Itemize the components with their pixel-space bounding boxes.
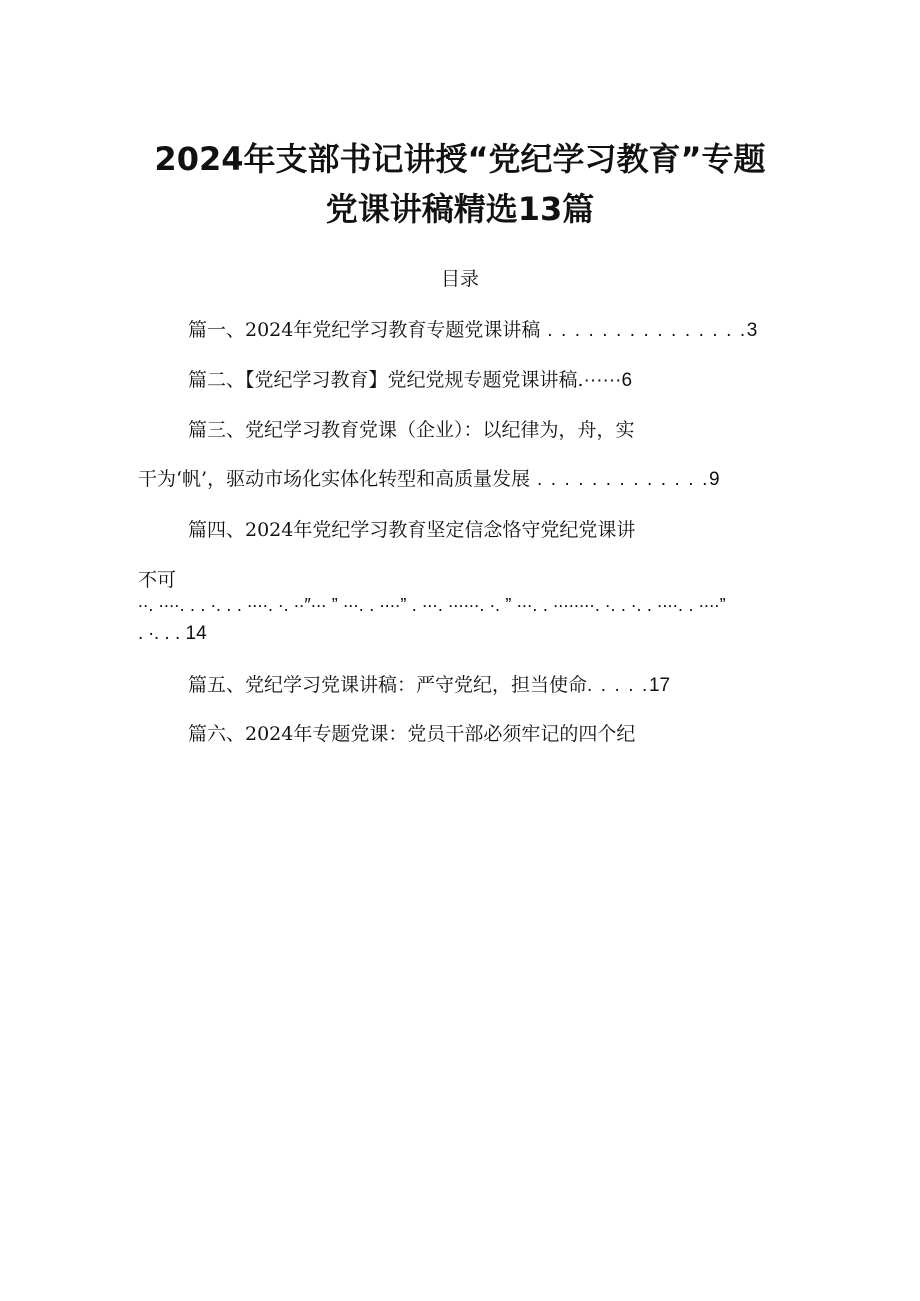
toc-entry-4-garbled-leader: ∙∙. ∙∙∙∙. . . ∙. . . ∙∙∙∙. ∙. ∙∙″∙∙∙ ” ∙∙∙. . ∙∙∙∙” . ∙∙∙. ∙∙∙∙∙∙. ∙. ” ∙∙∙. . ∙∙∙∙∙∙∙∙. ∙. . ∙. . ∙∙∙∙. . ∙∙∙∙” (138, 595, 726, 615)
toc-entry-3-line-1: 篇三、党纪学习教育党课（企业）：以纪律为，舟，实 (188, 419, 635, 441)
toc-heading: 目录 (440, 268, 479, 290)
toc-entry-4-page: 14 (185, 623, 207, 644)
toc-entry-5-page: 17 (648, 675, 671, 696)
toc-entry-3-line-2 (138, 470, 720, 489)
toc-entry-4-line-2: 不可 (138, 569, 177, 591)
toc-entry-5[interactable] (188, 676, 670, 695)
toc-entry-5-text: 篇五、党纪学习党课讲稿：严守党纪，担当使命 (188, 674, 588, 696)
toc-entry-4-line-4 (138, 624, 207, 643)
document-title-line-1: 2024年支部书记讲授“党纪学习教育”专题 (154, 140, 766, 178)
toc-entry-4-leader: . ∙. . . (138, 623, 186, 644)
toc-entry-3-leader: . . . . . . . . . . . . . (530, 469, 709, 490)
toc-entry-3-page: 9 (708, 469, 720, 490)
toc-entry-6[interactable] (188, 725, 635, 744)
toc-entry-1-leader: . . . . . . . . . . . . . . . (540, 320, 747, 341)
toc-entry-2-text: 篇二、【党纪学习教育】党纪党规专题党课讲稿. (188, 369, 584, 391)
toc-entry-3-text: 干为‘帆’，驱动市场化实体化转型和高质量发展 (138, 468, 531, 490)
toc-entry-2-page: 6 (621, 370, 633, 391)
toc-entry-5-leader: . . . . . (587, 675, 649, 696)
toc-entry-2-leader: ······ (583, 370, 622, 391)
toc-entry-1[interactable] (188, 321, 757, 340)
toc-entry-4-line-1: 篇四、2024年党纪学习教育坚定信念恪守党纪党课讲 (188, 519, 636, 541)
toc-entry-1-page: 3 (746, 320, 758, 341)
toc-entry-2[interactable] (188, 371, 632, 390)
toc-entry-1-text: 篇一、2024年党纪学习教育专题党课讲稿 (188, 319, 541, 341)
toc-entry-6-text: 篇六、2024年专题党课：党员干部必须牢记的四个纪 (188, 723, 636, 745)
document-title-line-2: 党课讲稿精选13篇 (325, 190, 595, 228)
